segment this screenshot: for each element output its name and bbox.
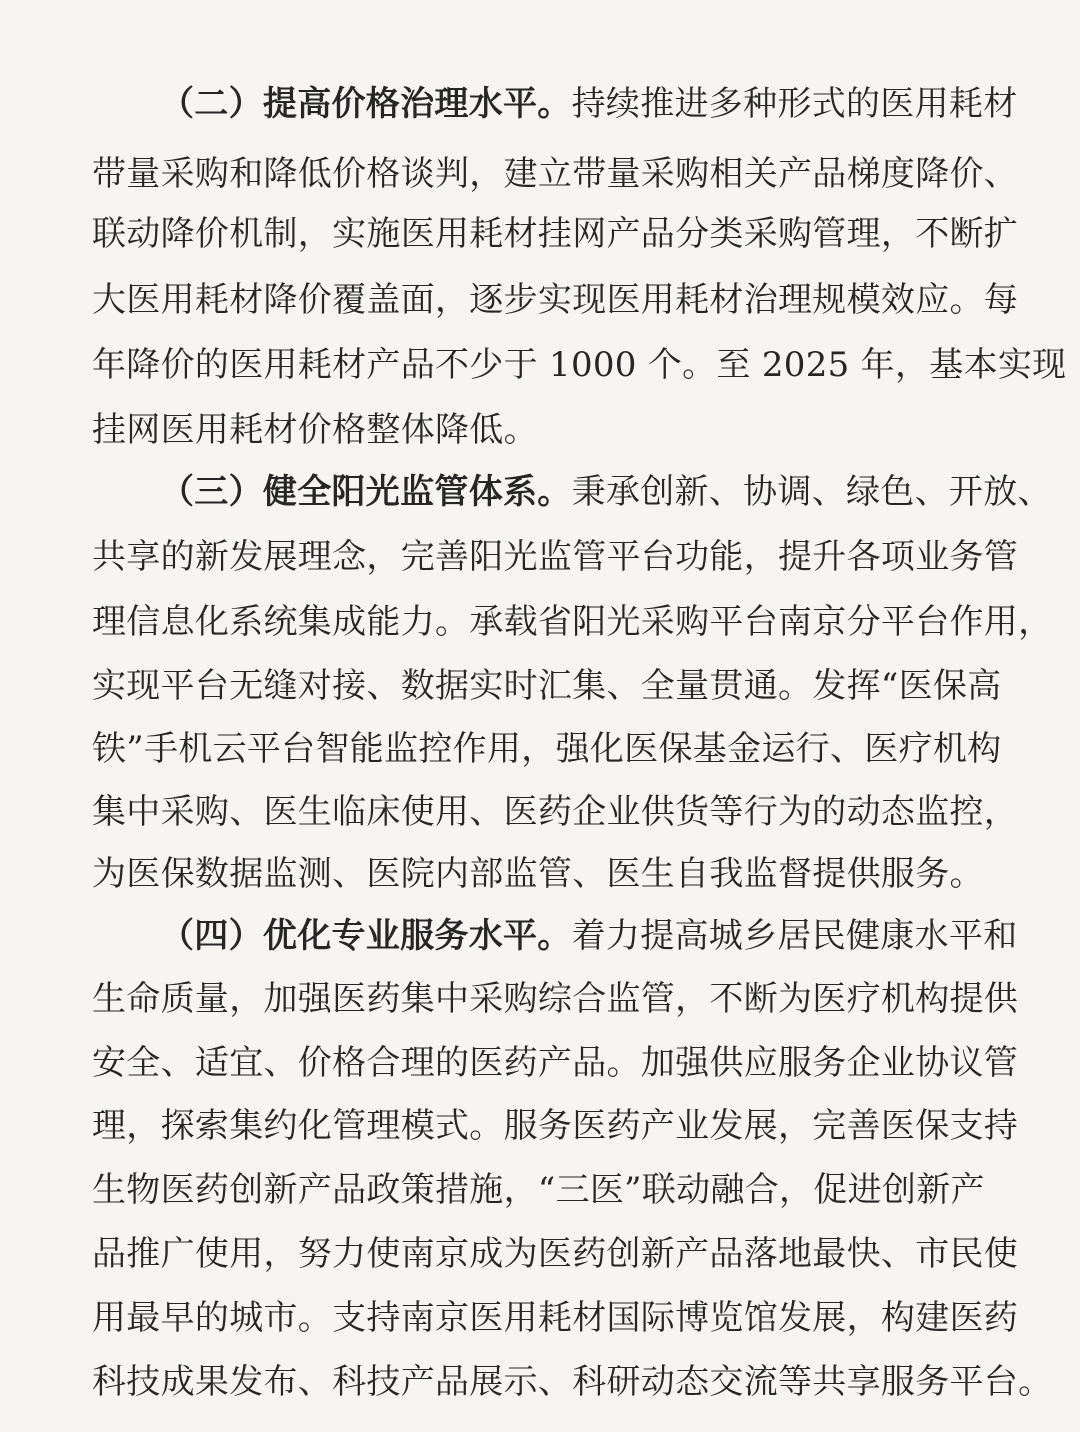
paragraph-line: 铁”手机云平台智能监控作用，强化医保基金运行、医疗机构 (92, 729, 1002, 769)
paragraph-line: 理，探索集约化管理模式。服务医药产业发展，完善医保支持 (92, 1106, 1019, 1146)
paragraph-line: 科技成果发布、科技产品展示、科研动态交流等共享服务平台。 (92, 1362, 1053, 1402)
paragraph-line: 共享的新发展理念，完善阳光监管平台功能，提升各项业务管 (92, 537, 1019, 577)
paragraph-line: 生物医药创新产品政策措施，“三医”联动融合，促进创新产 (92, 1170, 985, 1210)
paragraph-line: 理信息化系统集成能力。承载省阳光采购平台南京分平台作用， (92, 602, 1053, 642)
paragraph-line: 品推广使用，努力使南京成为医药创新产品落地最快、市民使 (92, 1234, 1019, 1274)
paragraph-line: 实现平台无缝对接、数据实时汇集、全量贯通。发挥“医保高 (92, 666, 1002, 706)
section-heading: （二）提高价格治理水平。 (160, 84, 572, 124)
paragraph-line: 带量采购和降低价格谈判，建立带量采购相关产品梯度降价、 (92, 154, 1019, 194)
section-heading: （四）优化专业服务水平。 (160, 916, 572, 956)
paragraph-line: 用最早的城市。支持南京医用耗材国际博览馆发展，构建医药 (92, 1298, 1019, 1338)
paragraph-text: 着力提高城乡居民健康水平和 (571, 916, 1018, 956)
paragraph-line (160, 470, 1080, 514)
section-heading: （三）健全阳光监管体系。 (160, 472, 572, 512)
paragraph-line (160, 914, 1080, 958)
paragraph-line: 联动降价机制，实施医用耗材挂网产品分类采购管理，不断扩 (92, 214, 1019, 254)
paragraph-line: 大医用耗材降价覆盖面，逐步实现医用耗材治理规模效应。每 (92, 280, 1019, 320)
paragraph-line: 为医保数据监测、医院内部监管、医生自我监督提供服务。 (92, 854, 984, 894)
paragraph-line: 年降价的医用耗材产品不少于 1000 个。至 2025 年，基本实现 (92, 345, 1067, 385)
paragraph-text: 秉承创新、协调、绿色、开放、 (571, 472, 1052, 512)
paragraph-line: 安全、适宜、价格合理的医药产品。加强供应服务企业协议管 (92, 1043, 1019, 1083)
paragraph-text: 持续推进多种形式的医用耗材 (571, 84, 1018, 124)
paragraph-line: 生命质量，加强医药集中采购综合监管，不断为医疗机构提供 (92, 979, 1019, 1019)
paragraph-line (160, 82, 1080, 126)
paragraph-line: 集中采购、医生临床使用、医药企业供货等行为的动态监控， (92, 792, 1019, 832)
paragraph-line: 挂网医用耗材价格整体降低。 (92, 410, 538, 450)
